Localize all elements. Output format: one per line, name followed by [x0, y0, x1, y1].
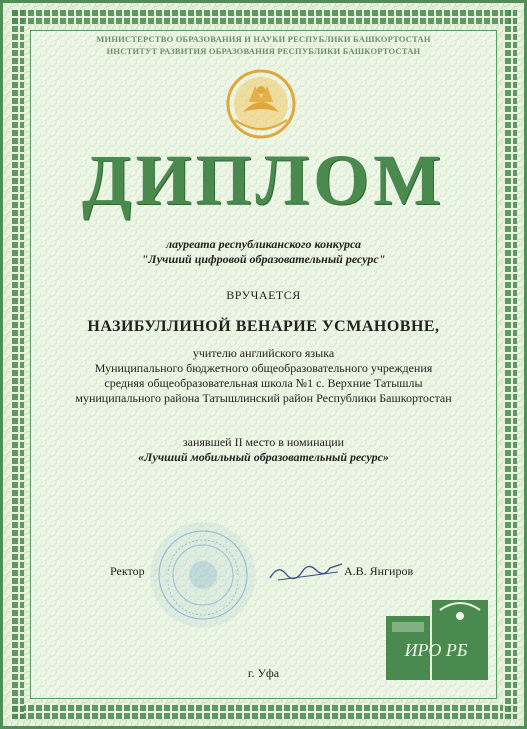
round-seal-icon: [148, 520, 258, 630]
ornament-border-bottom: [10, 705, 517, 719]
city-label: г. Уфа: [247, 666, 280, 680]
laureate-text: лауреата республиканского конкурса: [165, 237, 362, 251]
position-line-2: Муниципального бюджетного общеобразовательного учреждения: [94, 361, 433, 375]
institute-header: ИНСТИТУТ РАЗВИТИЯ ОБРАЗОВАНИЯ РЕСПУБЛИКИ БАШКОРТОСТАН: [106, 46, 421, 56]
signature-icon: [268, 558, 344, 584]
position-line-3: средняя общеобразовательная школа №1 с. Верхние Татышлы: [104, 376, 423, 390]
rector-name: А.В. Янгиров: [344, 564, 414, 578]
ornament-border-top: [10, 10, 517, 24]
logo-text: ИРО РБ: [404, 640, 468, 660]
diploma-title: ДИПЛОМ: [81, 140, 446, 220]
position-line-4: муниципального района Татышлинский район Республики Башкортостан: [75, 391, 452, 405]
bashkortostan-emblem-icon: [225, 68, 297, 142]
position-line-1: учителю английского языка: [192, 346, 335, 360]
place-text: занявшей II место в номинации: [182, 435, 345, 449]
awarded-label: ВРУЧАЕТСЯ: [226, 288, 301, 302]
nomination-name: «Лучший мобильный образовательный ресурс»: [138, 450, 389, 464]
contest-name: "Лучший цифровой образовательный ресурс": [141, 252, 386, 266]
ministry-header: МИНИСТЕРСТВО ОБРАЗОВАНИЯ И НАУКИ РЕСПУБЛИКИ БАШКОРТОСТАН: [96, 34, 431, 44]
recipient-name: НАЗИБУЛЛИНОЙ ВЕНАРИЕ УСМАНОВНЕ,: [87, 318, 440, 335]
rector-label: Ректор: [110, 564, 145, 578]
